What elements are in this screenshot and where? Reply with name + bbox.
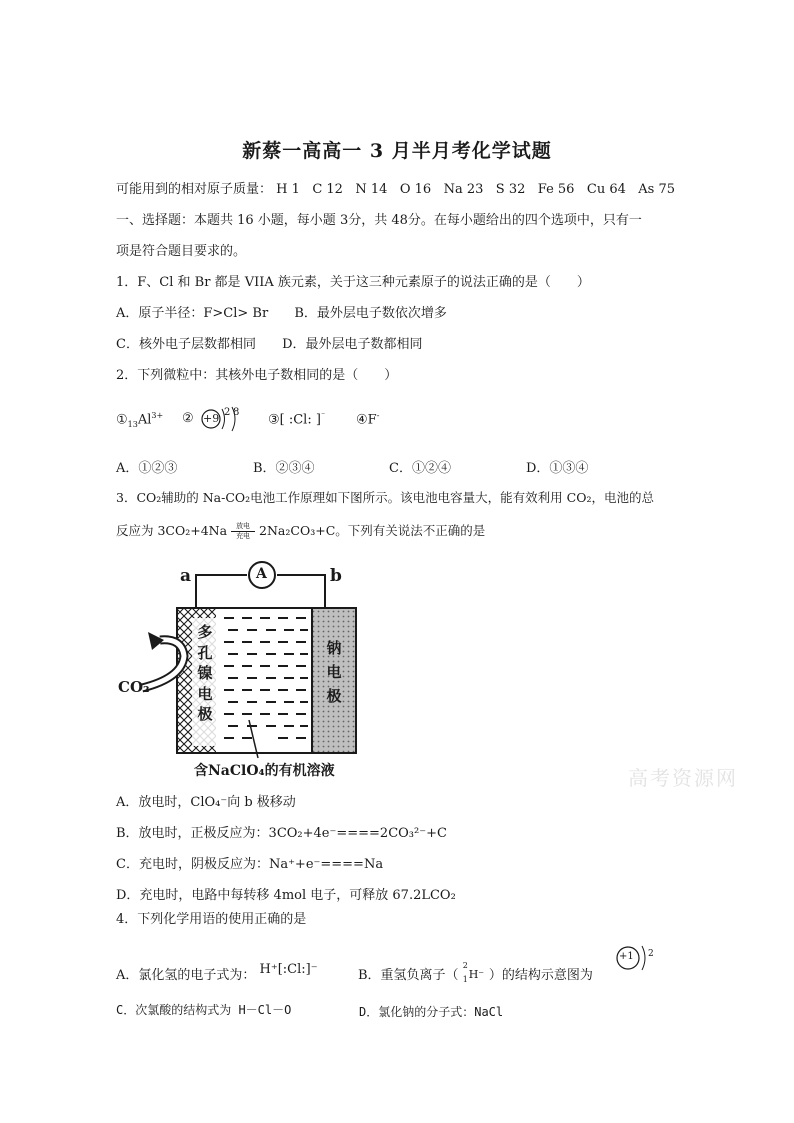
q1-options-row1 (116, 302, 447, 321)
reversible-arrow (231, 523, 255, 540)
isotope-symbol: H⁻ (468, 967, 485, 981)
wire-right (277, 575, 325, 608)
q2-stem: 2．下列微粒中：其核外电子数相同的是（ ） (116, 368, 398, 383)
atomic-mass-item: H 1 (276, 182, 300, 197)
q1-option-b: B．最外层电子数依次增多 (294, 306, 447, 321)
arrow-label-discharge: 放电 (236, 522, 251, 530)
q3-reaction-reactants: 反应为 3CO₂+4Na (116, 523, 228, 538)
q1-options-row2 (116, 333, 423, 352)
q3-option-a: A．放电时，ClO₄⁻向 b 极移动 (116, 795, 296, 810)
q2-item1 (116, 411, 163, 429)
q2-option-a: A．①②③ (116, 461, 178, 476)
q2-item4-symbol: F (367, 412, 377, 428)
page-title: 新蔡一高高一 3 月半月考化学试题 (242, 140, 552, 162)
q2-item4-charge: - (376, 411, 380, 420)
q4-option-c: C．次氯酸的结构式为 H－Cl－O (116, 1003, 292, 1017)
q2-item3-number: ③ (268, 412, 280, 428)
atomic-mass-item: Cu 64 (586, 182, 626, 197)
atomic-mass-item: Na 23 (443, 182, 484, 197)
deuteride-structure (612, 940, 658, 976)
atomic-masses-line (116, 178, 675, 197)
q3-option-d: D．充电时，电路中每转移 4mol 电子，可释放 67.2LCO₂ (116, 888, 456, 903)
q2-item4-number: ④ (356, 412, 368, 428)
terminal-label-a: a (180, 566, 192, 586)
q4-option-a-text: A．氯化氢的电子式为： (116, 968, 256, 983)
section-header-line2: 项是符合题目要求的。 (116, 244, 247, 259)
q4-option-d-wrap (359, 1001, 503, 1020)
left-electrode-char: 孔 (197, 643, 213, 662)
q2-item2-nucleus: +9 (203, 412, 220, 425)
q3-stem-line1: 3．CO₂辅助的 Na-CO₂电池工作原理如下图所示。该电池电容量大，能有效利用 CO₂，电池的总 (116, 490, 654, 505)
battery-figure (112, 560, 372, 782)
electron-shell-arc (642, 946, 645, 970)
q3-option-b: B．放电时，正极反应为：3CO₂+4e⁻====2CO₃²⁻+C (116, 826, 447, 841)
q2-item1-symbol: Al (137, 412, 152, 428)
q2-item1-atomic-number: 13 (127, 419, 138, 429)
arrow-label-charge: 充电 (236, 532, 251, 540)
atomic-mass-item: C 12 (312, 182, 343, 197)
atomic-masses-label: 可能用到的相对原子质量： (116, 182, 273, 197)
hcl-electron-formula: H⁺[:Cl:]⁻ (259, 962, 318, 977)
q2-item2-shell1: 2 (224, 407, 231, 418)
left-electrode-char: 电 (197, 684, 213, 703)
isotope-atomic-number: 1 (462, 974, 468, 984)
q1-option-c: C．核外电子层数都相同 (116, 337, 256, 352)
q2-option-d: D．①③④ (526, 461, 589, 476)
q3-reaction-products: 2Na₂CO₃+C。下列有关说法不正确的是 (259, 523, 486, 538)
atomic-mass-item: S 32 (495, 182, 526, 197)
right-electrode-char: 极 (326, 687, 342, 705)
co2-arrow-head (148, 632, 164, 650)
q2-item1-charge: 3+ (151, 411, 164, 420)
q4-option-b-text-post: ）的结构示意图为 (488, 968, 593, 983)
left-electrode-char: 极 (197, 705, 213, 723)
q2-item3-charge: ⁻ (320, 411, 326, 420)
q1-stem: 1．F、Cl 和 Br 都是 VIIA 族元素，关于这三种元素原子的说法正确的是（ ） (116, 275, 590, 290)
deuteride-nucleus: +1 (619, 951, 634, 962)
left-electrode-char: 镍 (197, 664, 213, 682)
deuteride-isotope (462, 960, 485, 984)
section-header-line1: 一、选择题：本题共 16 小题，每小题 3分，共 48分。在每小题给出的四个选项中，只有一 (116, 213, 642, 228)
q2-item3-electron-formula: [ :Cl: ] (279, 412, 321, 428)
q4-option-d: D．氯化钠的分子式：NaCl (359, 1005, 504, 1019)
q4-option-a (116, 964, 318, 983)
atomic-mass-item: As 75 (638, 182, 676, 197)
atomic-mass-item: N 14 (355, 182, 388, 197)
q2-item2-shell2: 8 (233, 407, 240, 418)
q2-option-b: B．②③④ (253, 461, 315, 476)
left-electrode-char: 多 (197, 623, 213, 641)
right-electrode-char: 电 (326, 663, 342, 681)
q4-option-b (358, 960, 593, 984)
q2-item4 (356, 411, 379, 427)
q4-option-b-text-pre: B．重氢负离子（ (358, 968, 459, 983)
terminal-label-b: b (330, 566, 342, 586)
q4-stem: 4．下列化学用语的使用正确的是 (116, 912, 307, 927)
solution-caption: 含NaClO₄的有机溶液 (194, 763, 335, 779)
wire-left (196, 575, 247, 608)
q3-stem-line2 (116, 521, 485, 540)
right-electrode-label (315, 636, 353, 708)
atomic-mass-item: Fe 56 (537, 182, 575, 197)
co2-label: CO₂ (118, 678, 150, 696)
q4-options-row2 (116, 1001, 291, 1018)
ammeter-label: A (256, 566, 267, 582)
q2-item2 (182, 404, 252, 436)
left-electrode-label (194, 622, 216, 725)
q2-item1-number: ① (116, 412, 128, 428)
q2-item3 (268, 411, 325, 427)
q2-item2-number: ② (182, 411, 194, 426)
right-electrode-char: 钠 (326, 639, 342, 657)
isotope-mass-number: 2 (462, 960, 468, 970)
q2-option-c: C．①②④ (389, 461, 451, 476)
q1-option-d: D．最外层电子数都相同 (282, 337, 423, 352)
q3-option-c: C．充电时，阴极反应为：Na⁺+e⁻====Na (116, 857, 384, 872)
deuteride-shell: 2 (648, 949, 654, 959)
atomic-mass-item: O 16 (399, 182, 432, 197)
watermark: 高考资源网 (628, 766, 738, 790)
q1-option-a: A．原子半径：F>Cl> Br (116, 306, 269, 321)
